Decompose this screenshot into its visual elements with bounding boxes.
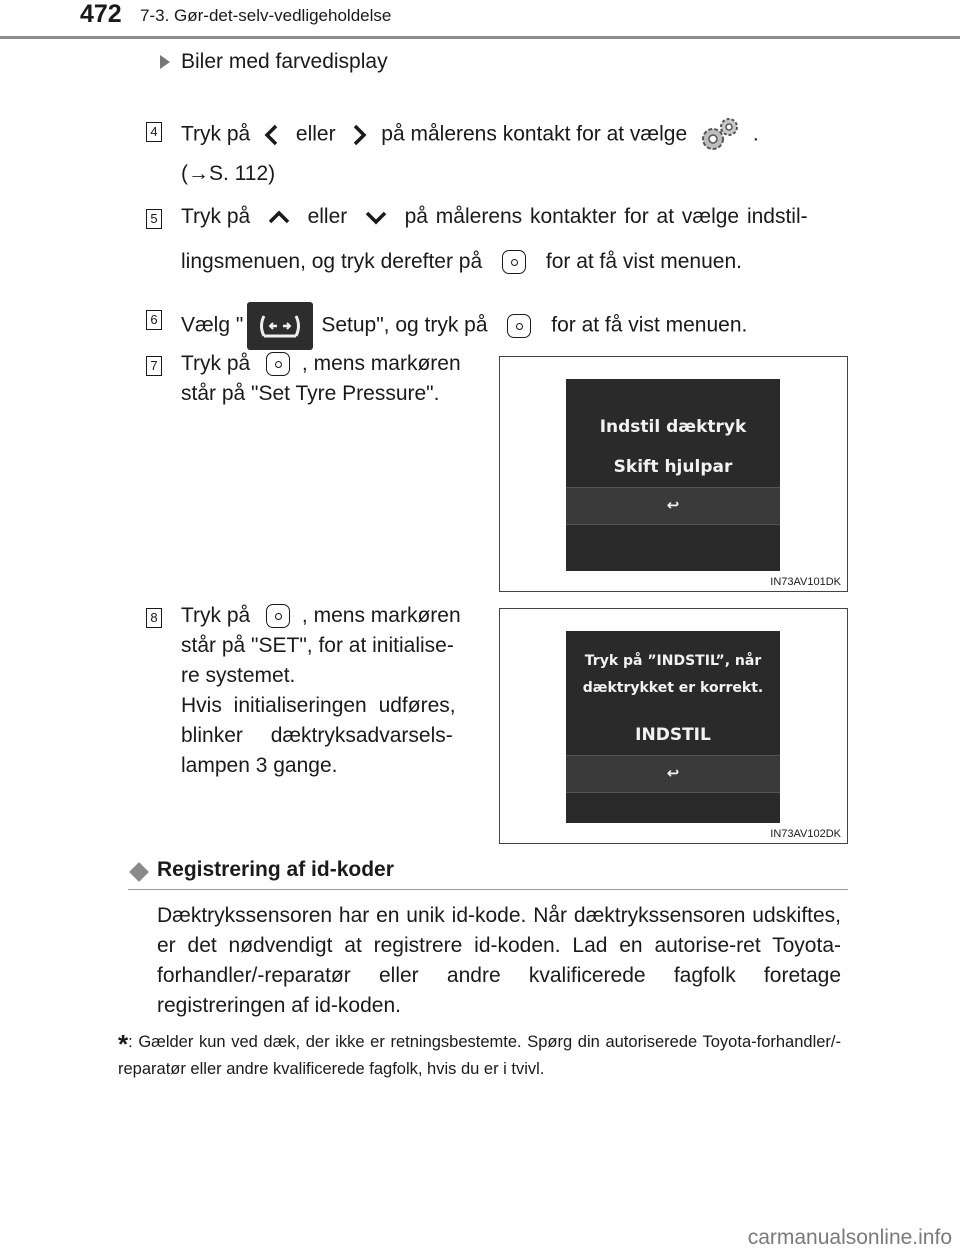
figure-display-1 xyxy=(499,356,848,592)
step-6-part-c: for at få vist menuen. xyxy=(551,313,748,337)
instruction-line-2: dæktrykket er korrekt. xyxy=(582,680,764,696)
step-5-part-line2b: for at få vist menuen. xyxy=(545,250,742,273)
section-rule xyxy=(128,889,848,890)
bullet-arrow-icon xyxy=(160,55,170,69)
enter-button-icon xyxy=(507,314,531,338)
step-7-line-2: står på "Set Tyre Pressure". xyxy=(181,382,440,405)
step-7-line-1 xyxy=(181,349,480,379)
left-arrow-icon xyxy=(256,122,290,148)
step-6-text xyxy=(181,302,747,350)
step-6-part-a: Vælg " xyxy=(181,313,244,337)
step-5-part-line2a: lingsmenuen, og tryk derefter på xyxy=(181,250,483,273)
enter-button-icon xyxy=(266,604,290,628)
menu-back-row xyxy=(566,487,780,525)
step-number: 4 xyxy=(146,122,162,142)
back-icon: ↩ xyxy=(666,764,680,782)
chapter-title: 7-3. Gør-det-selv-vedligeholdelse xyxy=(140,6,392,25)
settings-gears-icon xyxy=(693,115,747,155)
step-4-text xyxy=(181,115,759,155)
watermark: carmanualsonline.info xyxy=(747,1226,952,1249)
step-8-part-b: , mens markøren xyxy=(301,604,461,627)
step-4-part-c: på målerens kontakt for at vælge xyxy=(381,122,688,146)
meter-display-screen xyxy=(566,631,780,823)
page-reference: (→S. 112) xyxy=(181,162,276,185)
tire-pressure-warning-icon xyxy=(247,302,313,350)
step-8-part-a: Tryk på xyxy=(181,604,251,627)
menu-back-row xyxy=(566,755,780,793)
figure-code: IN73AV101DK xyxy=(770,576,841,588)
figure-code: IN73AV102DK xyxy=(770,828,841,840)
step-6-part-b: Setup", og tryk på xyxy=(321,313,488,337)
intro-label: Biler med farvedisplay xyxy=(181,50,388,73)
step-7-part-b: , mens markøren xyxy=(301,352,461,375)
menu-item-set: INDSTIL xyxy=(635,725,711,745)
enter-button-icon xyxy=(266,352,290,376)
instruction-line-1: Tryk på ”INDSTIL”, når xyxy=(584,653,762,669)
step-5-line-1 xyxy=(181,202,841,232)
step-5-line-2 xyxy=(181,247,742,277)
enter-button-icon xyxy=(502,250,526,274)
up-arrow-icon xyxy=(262,204,296,230)
step-8-line-5: blinker dæktryksadvarsels- xyxy=(181,724,453,747)
page-number: 472 xyxy=(80,0,122,28)
step-4-part-d: . xyxy=(752,122,759,146)
meter-display-screen xyxy=(566,379,780,571)
step-8-line-1 xyxy=(181,601,480,631)
step-number: 8 xyxy=(146,608,162,628)
step-8-line-6: lampen 3 gange. xyxy=(181,754,338,777)
right-arrow-icon xyxy=(341,122,375,148)
step-4-part-b: eller xyxy=(295,122,336,146)
step-5-part-c: på målerens kontakter for at vælge indstil- xyxy=(404,205,808,228)
step-8-line-4: Hvis initialiseringen udføres, xyxy=(181,694,456,717)
section-body: Dæktrykssensoren har en unik id-kode. Når dæktrykssensoren udskiftes, er det nødvendigt at registrere id-koden. Lad en autorise-ret Toyota-forhandler/-reparatør eller andre kvalificerede fagfolk foretage registreringen af id-koden. xyxy=(157,904,841,1017)
step-number: 6 xyxy=(146,310,162,330)
step-5-part-a: Tryk på xyxy=(181,205,251,228)
step-7-part-a: Tryk på xyxy=(181,352,251,375)
step-4-part-a: Tryk på xyxy=(181,122,251,146)
footnote-text: : Gælder kun ved dæk, der ikke er retningsbestemte. Spørg din autoriserede Toyota-forhandler/-reparatør eller andre kvalificerede fagfolk, hvis du er i tvivl. xyxy=(118,1033,841,1078)
menu-item-change-wheels: Skift hjulpar xyxy=(613,457,733,477)
back-icon: ↩ xyxy=(666,496,680,514)
footnote xyxy=(118,1030,841,1082)
down-arrow-icon xyxy=(359,204,393,230)
menu-item-set-pressure: Indstil dæktryk xyxy=(599,417,747,437)
step-number: 7 xyxy=(146,356,162,376)
step-5-part-b: eller xyxy=(307,205,348,228)
step-8-line-3: re systemet. xyxy=(181,664,296,687)
figure-display-2 xyxy=(499,608,848,844)
step-number: 5 xyxy=(146,209,162,229)
footnote-star: * xyxy=(118,1029,129,1059)
header-rule xyxy=(0,36,960,39)
diamond-bullet-icon xyxy=(129,862,149,882)
section-heading: Registrering af id-koder xyxy=(157,858,394,881)
step-8-line-2: står på "SET", for at initialise- xyxy=(181,634,454,657)
